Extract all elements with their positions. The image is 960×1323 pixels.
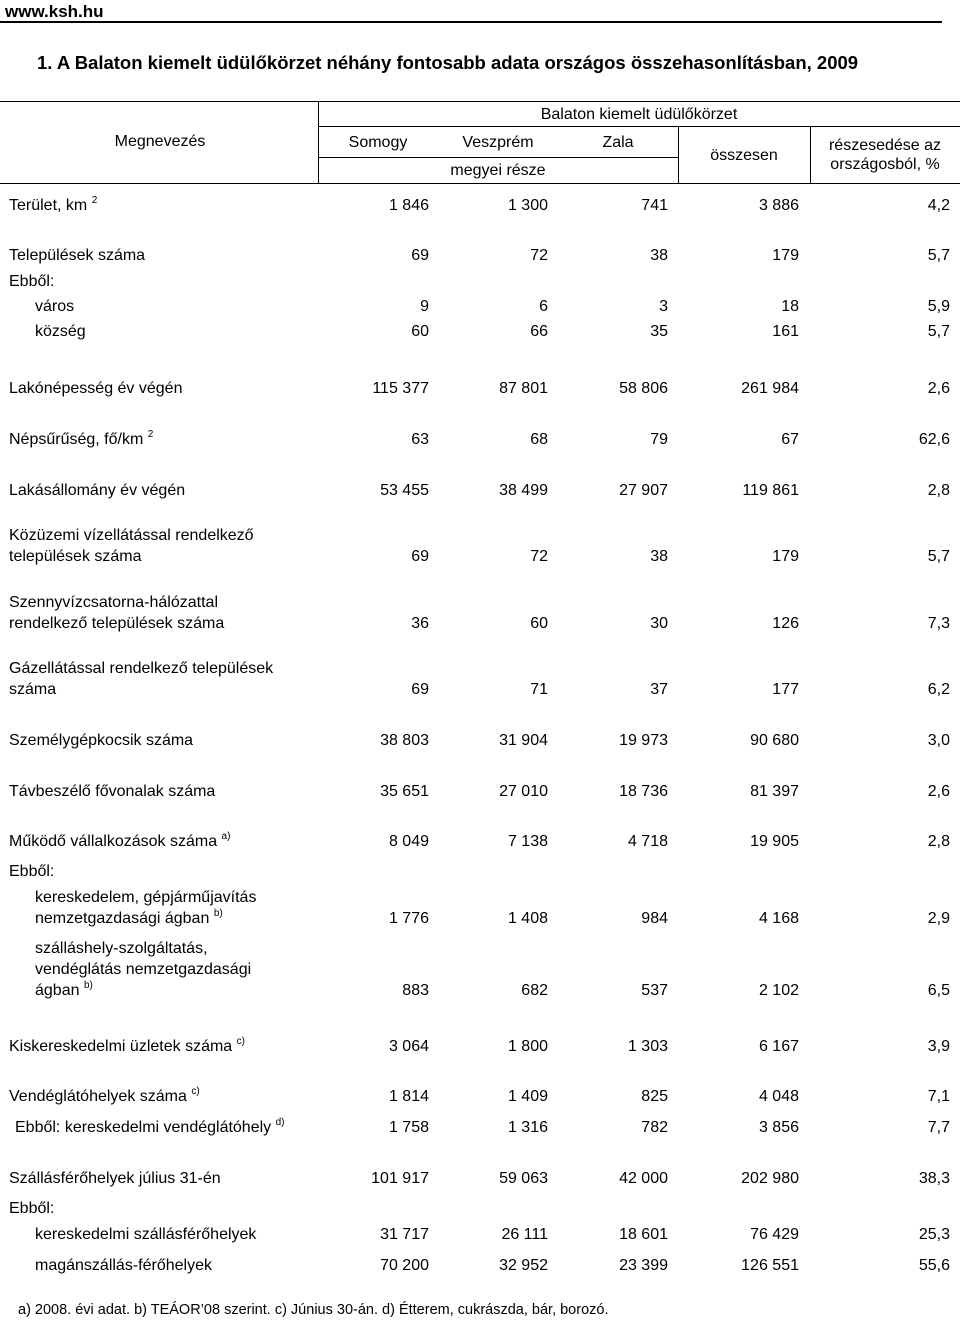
page-title: 1. A Balaton kiemelt üdülőkörzet néhány fontosabb adata országos összehasonlításban, 2009: [37, 52, 859, 73]
cell-osszesen: 4 048: [758, 1088, 799, 1105]
cell-zala: 19 973: [619, 732, 668, 749]
row-label: Kiskereskedelmi üzletek száma $^{c)}$: [9, 1036, 245, 1055]
row-label: Lakásállomány év végén: [9, 482, 186, 499]
cell-osszesen: 119 861: [742, 482, 799, 499]
header-somogy: Somogy: [348, 134, 408, 151]
table-row: [0, 195, 960, 216]
cell-reszesedes: 25,3: [918, 1226, 950, 1243]
header-veszprem: Veszprém: [462, 134, 534, 151]
cell-osszesen: 81 397: [750, 783, 799, 800]
cell-osszesen: 126: [772, 615, 799, 632]
row-label: nemzetgazdasági ágban $^{b)}$: [35, 908, 223, 927]
cell-veszprem: 72: [530, 548, 548, 565]
row-label: magánszállás-férőhelyek: [35, 1257, 212, 1274]
cell-veszprem: 31 904: [499, 732, 548, 749]
cell-reszesedes: 6,2: [927, 681, 950, 698]
cell-osszesen: 18: [781, 298, 799, 315]
header-megyei-resze: megyei része: [450, 162, 546, 179]
cell-veszprem: 87 801: [499, 380, 548, 397]
table-row: [0, 527, 960, 567]
row-label: Vendéglátóhelyek száma $^{c)}$: [9, 1086, 200, 1105]
cell-osszesen: 76 429: [750, 1226, 799, 1243]
cell-veszprem: 7 138: [507, 833, 548, 850]
cell-zala: 741: [641, 197, 668, 214]
cell-veszprem: 71: [530, 681, 548, 698]
row-label: Távbeszélő fővonalak száma: [9, 783, 216, 800]
cell-osszesen: 2 102: [758, 982, 799, 999]
table-row: [0, 831, 960, 852]
cell-veszprem: 1 408: [507, 910, 548, 927]
table-row: [0, 1036, 960, 1057]
cell-somogy: 53 455: [380, 482, 429, 499]
table-row: [0, 323, 960, 342]
table-row: [0, 732, 960, 751]
cell-osszesen: 202 980: [741, 1170, 799, 1187]
table-row: [0, 940, 960, 1001]
cell-reszesedes: 7,7: [927, 1119, 950, 1136]
cell-zala: 38: [650, 247, 668, 264]
cell-somogy: 1 814: [388, 1088, 429, 1105]
cell-somogy: 63: [411, 431, 429, 448]
table-row: [0, 1257, 960, 1276]
cell-reszesedes: 55,6: [918, 1257, 950, 1274]
row-label: Lakónépesség év végén: [9, 380, 183, 397]
county-rule: [318, 157, 678, 158]
row-label-superscript: b): [213, 908, 223, 919]
top-divider: [0, 21, 942, 23]
table-row: [0, 1200, 960, 1219]
row-label: város: [35, 298, 75, 315]
cell-veszprem: 27 010: [499, 783, 548, 800]
cell-zala: 35: [650, 323, 668, 340]
cell-reszesedes: 7,3: [927, 615, 950, 632]
cell-veszprem: 1 800: [507, 1038, 548, 1055]
row-label: Szennyvízcsatorna-hálózattal: [9, 594, 218, 611]
row-label: települések száma: [9, 548, 142, 565]
table-row: [0, 783, 960, 802]
cell-zala: 984: [641, 910, 668, 927]
header-bottom-rule: [0, 183, 960, 184]
cell-osszesen: 4 168: [758, 910, 799, 927]
cell-reszesedes: 2,6: [927, 380, 950, 397]
cell-veszprem: 38 499: [499, 482, 548, 499]
table-row: [0, 380, 960, 399]
row-label: Ebből:: [9, 1200, 55, 1217]
table-row: [0, 1226, 960, 1245]
table-row: [0, 660, 960, 700]
table-row: [0, 298, 960, 317]
table-row: [0, 1086, 960, 1107]
cell-reszesedes: 5,7: [927, 323, 950, 340]
cell-somogy: 36: [411, 615, 429, 632]
cell-reszesedes: 2,6: [927, 783, 950, 800]
cell-somogy: 1 776: [388, 910, 429, 927]
cell-zala: 79: [650, 431, 668, 448]
cell-somogy: 69: [411, 247, 429, 264]
cell-osszesen: 3 886: [758, 197, 799, 214]
cell-reszesedes: 62,6: [918, 431, 950, 448]
row-label: Terület, km $^2$: [9, 195, 98, 214]
cell-somogy: 1 758: [388, 1119, 429, 1136]
cell-osszesen: 19 905: [750, 833, 799, 850]
cell-zala: 58 806: [619, 380, 668, 397]
cell-zala: 23 399: [619, 1257, 668, 1274]
cell-osszesen: 126 551: [741, 1257, 799, 1274]
cell-osszesen: 3 856: [758, 1119, 799, 1136]
row-label: Ebből:: [9, 863, 55, 880]
cell-reszesedes: 3,0: [927, 732, 950, 749]
cell-osszesen: 161: [772, 323, 799, 340]
cell-somogy: 8 049: [388, 833, 429, 850]
cell-somogy: 31 717: [380, 1226, 429, 1243]
footnote: a) 2008. évi adat. b) TEÁOR’08 szerint. c) Június 30-án. d) Étterem, cukrászda, bár, borozó.: [18, 1302, 609, 1318]
cell-somogy: 60: [411, 323, 429, 340]
table-row: [0, 273, 960, 292]
cell-somogy: 70 200: [380, 1257, 429, 1274]
cell-osszesen: 67: [781, 431, 799, 448]
row-label: ágban $^{b)}$: [35, 980, 93, 999]
cell-reszesedes: 2,8: [927, 482, 950, 499]
table-row: [0, 482, 960, 501]
cell-osszesen: 177: [772, 681, 799, 698]
cell-veszprem: 1 300: [507, 197, 548, 214]
row-label: rendelkező települések száma: [9, 615, 225, 632]
table-row: [0, 1170, 960, 1189]
row-label: száma: [9, 681, 57, 698]
cell-somogy: 115 377: [372, 380, 429, 397]
cell-somogy: 101 917: [371, 1170, 429, 1187]
cell-reszesedes: 5,7: [927, 247, 950, 264]
cell-reszesedes: 2,9: [927, 910, 950, 927]
row-label-superscript: b): [83, 980, 93, 991]
cell-somogy: 69: [411, 681, 429, 698]
cell-osszesen: 179: [772, 548, 799, 565]
cell-veszprem: 1 409: [507, 1088, 548, 1105]
row-label: Települések száma: [9, 247, 146, 264]
cell-reszesedes: 38,3: [918, 1170, 950, 1187]
cell-zala: 27 907: [619, 482, 668, 499]
row-label-superscript: c): [191, 1086, 200, 1097]
header-reszesedese-line1: részesedése az: [828, 137, 942, 154]
row-label-superscript: 2: [147, 429, 154, 440]
cell-zala: 537: [641, 982, 668, 999]
row-label: Szállásférőhelyek július 31-én: [9, 1170, 221, 1187]
header-osszesen: összesen: [710, 147, 778, 164]
row-label: vendéglátás nemzetgazdasági: [35, 961, 252, 978]
cell-zala: 18 736: [619, 783, 668, 800]
cell-osszesen: 90 680: [750, 732, 799, 749]
cell-osszesen: 6 167: [758, 1038, 799, 1055]
cell-zala: 30: [650, 615, 668, 632]
cell-veszprem: 682: [521, 982, 548, 999]
cell-zala: 37: [650, 681, 668, 698]
cell-veszprem: 26 111: [501, 1226, 548, 1243]
row-label: szálláshely-szolgáltatás,: [35, 940, 208, 957]
row-label: Népsűrűség, fő/km $^2$: [9, 429, 154, 448]
row-label: Működő vállalkozások száma $^{a)}$: [9, 831, 231, 850]
cell-zala: 1 303: [627, 1038, 668, 1055]
header-top-rule: [0, 101, 960, 102]
cell-somogy: 35 651: [380, 783, 429, 800]
table-row: [0, 1117, 960, 1138]
cell-osszesen: 261 984: [741, 380, 799, 397]
row-label: Ebből:: [9, 273, 55, 290]
cell-veszprem: 59 063: [499, 1170, 548, 1187]
cell-reszesedes: 3,9: [927, 1038, 950, 1055]
header-reszesedese-line2: országosból, %: [830, 156, 940, 173]
cell-reszesedes: 2,8: [927, 833, 950, 850]
cell-somogy: 69: [411, 548, 429, 565]
row-label: Személygépkocsik száma: [9, 732, 194, 749]
row-label: kereskedelmi szállásférőhelyek: [35, 1226, 257, 1243]
header-megnevezes: Megnevezés: [114, 133, 206, 150]
row-label-superscript: 2: [91, 195, 98, 206]
header-group: Balaton kiemelt üdülőkörzet: [540, 106, 738, 123]
cell-osszesen: 179: [772, 247, 799, 264]
row-label: Közüzemi vízellátással rendelkező: [9, 527, 254, 544]
row-label: Ebből: kereskedelmi vendéglátóhely $^{d)}$: [15, 1117, 285, 1136]
cell-somogy: 9: [420, 298, 429, 315]
table-row: [0, 863, 960, 882]
cell-zala: 3: [659, 298, 668, 315]
cell-zala: 782: [641, 1119, 668, 1136]
cell-zala: 825: [641, 1088, 668, 1105]
cell-reszesedes: 5,9: [927, 298, 950, 315]
site-url[interactable]: www.ksh.hu: [5, 2, 104, 21]
cell-zala: 18 601: [619, 1226, 668, 1243]
cell-veszprem: 1 316: [507, 1119, 548, 1136]
cell-veszprem: 72: [530, 247, 548, 264]
cell-reszesedes: 6,5: [927, 982, 950, 999]
cell-reszesedes: 7,1: [927, 1088, 950, 1105]
row-label-superscript: d): [275, 1117, 285, 1128]
cell-somogy: 38 803: [380, 732, 429, 749]
row-label: község: [35, 323, 86, 340]
group-rule: [318, 126, 960, 127]
cell-veszprem: 66: [530, 323, 548, 340]
row-label: kereskedelem, gépjárműjavítás: [35, 889, 257, 906]
cell-veszprem: 68: [530, 431, 548, 448]
cell-reszesedes: 4,2: [927, 197, 950, 214]
cell-zala: 42 000: [619, 1170, 668, 1187]
header-zala: Zala: [602, 134, 634, 151]
table-row: [0, 889, 960, 929]
cell-somogy: 883: [402, 982, 429, 999]
cell-veszprem: 60: [530, 615, 548, 632]
row-label-superscript: c): [236, 1036, 245, 1047]
row-label: Gázellátással rendelkező települések: [9, 660, 274, 677]
table-row: [0, 247, 960, 266]
table-row: [0, 594, 960, 634]
cell-zala: 4 718: [627, 833, 668, 850]
cell-veszprem: 6: [539, 298, 548, 315]
cell-zala: 38: [650, 548, 668, 565]
cell-somogy: 3 064: [388, 1038, 429, 1055]
row-label-superscript: a): [221, 831, 231, 842]
cell-somogy: 1 846: [388, 197, 429, 214]
cell-veszprem: 32 952: [499, 1257, 548, 1274]
cell-reszesedes: 5,7: [927, 548, 950, 565]
table-row: [0, 429, 960, 450]
